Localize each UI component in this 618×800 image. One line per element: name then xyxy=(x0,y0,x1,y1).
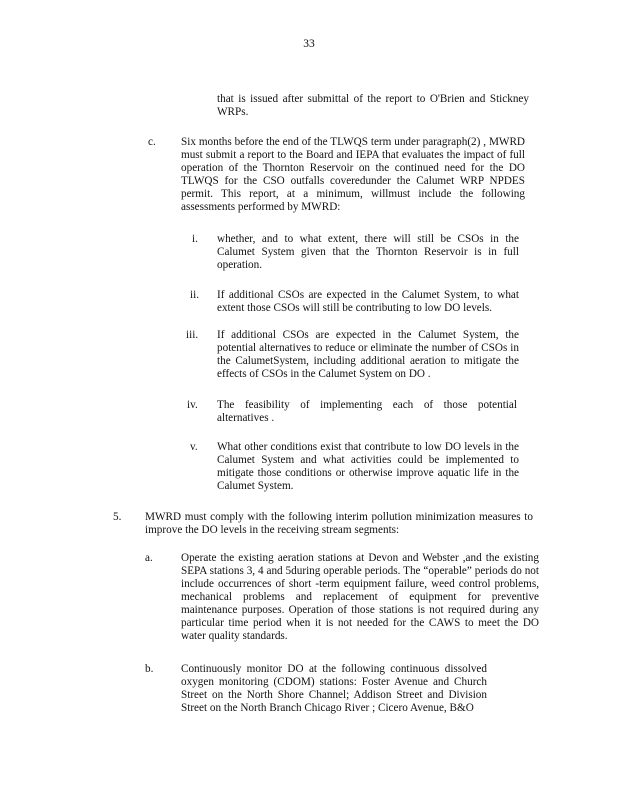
continuation-paragraph: that is issued after submittal of the report to O'Brien and Stickney WRPs. xyxy=(217,93,529,118)
item-5-marker: 5. xyxy=(113,511,122,523)
item-c-marker: c. xyxy=(148,136,156,148)
assessment-iii-marker: iii. xyxy=(186,329,199,341)
assessment-iv-text: The feasibility of implementing each of those potential alternatives . xyxy=(217,399,517,424)
item-5-paragraph: MWRD must comply with the following interim pollution minimization measures to improve the DO levels in the receiving stream segments: xyxy=(145,511,533,536)
assessment-iv-marker: iv. xyxy=(187,399,198,411)
assessment-iii-text: If additional CSOs are expected in the Calumet System, the potential alternatives to reduce or eliminate the number of CSOs in the CalumetSystem, including additional aeration to mitigate the effects of CSOs in the Calumet System on DO . xyxy=(217,329,519,380)
assessment-ii-text: If additional CSOs are expected in the Calumet System, to what extent those CSOs will still be contributing to low DO levels. xyxy=(217,289,519,314)
item-b-marker: b. xyxy=(145,663,154,675)
assessment-i-text: whether, and to what extent, there will still be CSOs in the Calumet System given that the Thornton Reservoir is in full operation. xyxy=(217,233,519,271)
page-number: 33 xyxy=(303,38,315,50)
item-b-paragraph: Continuously monitor DO at the following continuous dissolved oxygen monitoring (CDOM) stations: Foster Avenue and Church Street on the North Shore Channel; Addison Street and Division Street on the North Branch Chicago River ; Cicero Avenue, B&O xyxy=(181,663,487,714)
item-a-paragraph: Operate the existing aeration stations at Devon and Webster ,and the existing SEPA stations 3, 4 and 5during operable periods. The “operable” periods do not include occurrences of short -term equipment failure, weed control problems, mechanical problems and replacement of equipment for preventive maintenance purposes. Operation of those stations is not required during any particular time period when it is not needed for the CAWS to meet the DO water quality standards. xyxy=(181,552,539,642)
item-a-marker: a. xyxy=(145,552,153,564)
assessment-v-text: What other conditions exist that contribute to low DO levels in the Calumet System and what activities could be implemented to mitigate those conditions or otherwise improve aquatic life in the Calumet System. xyxy=(217,441,519,492)
assessment-v-marker: v. xyxy=(190,441,198,453)
assessment-ii-marker: ii. xyxy=(190,289,200,301)
assessment-i-marker: i. xyxy=(192,233,198,245)
item-c-paragraph: Six months before the end of the TLWQS term under paragraph(2) , MWRD must submit a report to the Board and IEPA that evaluates the impact of full operation of the Thornton Reservoir on the continued need for the DO TLWQS for the CSO outfalls coveredunder the Calumet WRP NPDES permit. This report, at a minimum, willmust include the following assessments performed by MWRD: xyxy=(181,136,525,213)
